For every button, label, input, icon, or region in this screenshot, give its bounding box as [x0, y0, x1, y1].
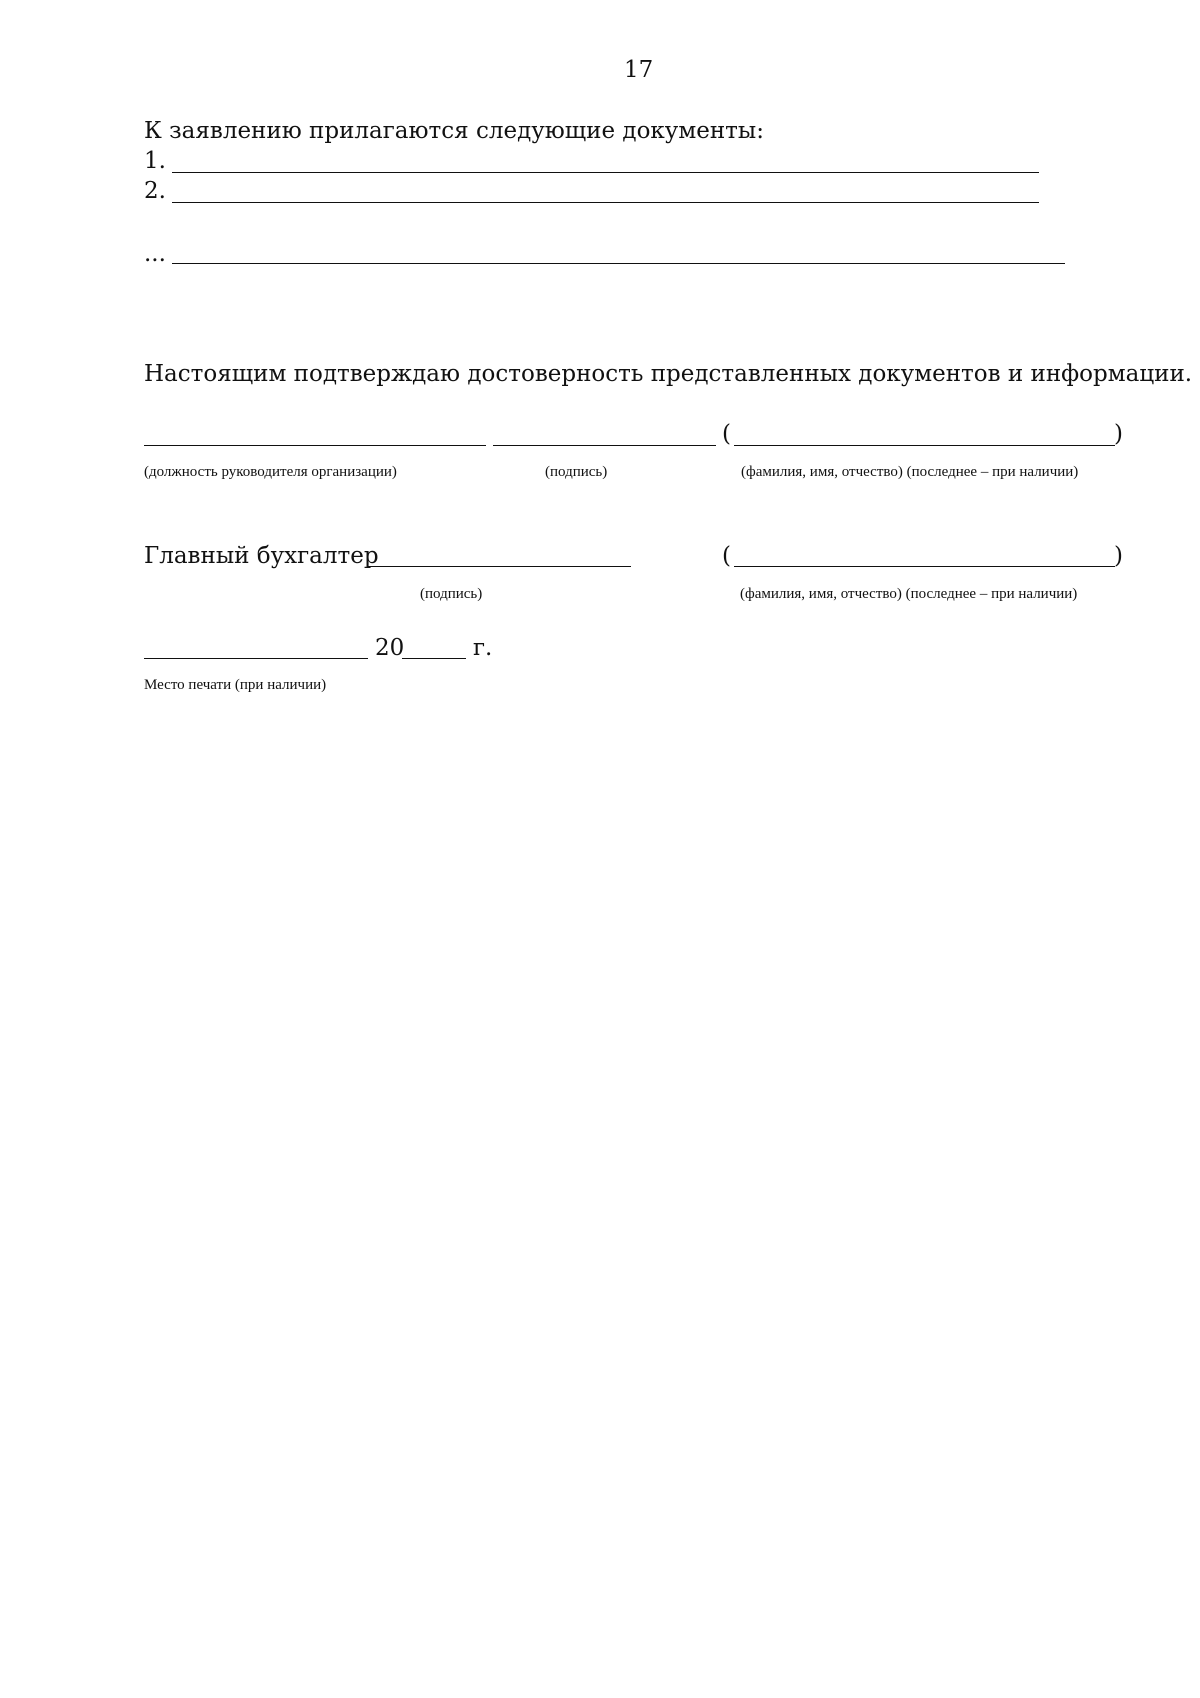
head-signature-caption: (подпись)	[545, 464, 608, 480]
accountant-signature-line[interactable]	[368, 566, 631, 567]
head-name-line[interactable]	[734, 445, 1115, 446]
accountant-name-caption: (фамилия, имя, отчество) (последнее – при наличии)	[740, 586, 1078, 602]
accountant-name-open-paren: (	[722, 543, 731, 569]
attachments-heading: К заявлению прилагаются следующие документы:	[144, 118, 764, 144]
position-caption: (должность руководителя организации)	[144, 464, 397, 480]
attachment-item-1-line[interactable]	[172, 172, 1039, 173]
head-name-close-paren: )	[1114, 421, 1123, 447]
page-number: 17	[624, 57, 654, 83]
position-line[interactable]	[144, 445, 486, 446]
accountant-name-line[interactable]	[734, 566, 1115, 567]
attachment-item-more-line[interactable]	[172, 263, 1065, 264]
date-year-suffix: г.	[473, 635, 493, 661]
accountant-label: Главный бухгалтер	[144, 543, 379, 569]
head-name-caption: (фамилия, имя, отчество) (последнее – при наличии)	[741, 464, 1079, 480]
attachment-item-more-marker: ...	[144, 241, 166, 267]
date-year-line[interactable]	[402, 658, 466, 659]
confirmation-statement: Настоящим подтверждаю достоверность представленных документов и информации.	[144, 361, 1193, 387]
date-century: 20	[375, 635, 405, 661]
head-name-open-paren: (	[722, 421, 731, 447]
attachment-item-2-marker: 2.	[144, 178, 166, 204]
accountant-name-close-paren: )	[1114, 543, 1123, 569]
date-day-month-line[interactable]	[144, 658, 368, 659]
attachment-item-2-line[interactable]	[172, 202, 1039, 203]
accountant-signature-caption: (подпись)	[420, 586, 483, 602]
attachment-item-1-marker: 1.	[144, 148, 166, 174]
head-signature-line[interactable]	[493, 445, 716, 446]
stamp-caption: Место печати (при наличии)	[144, 677, 327, 693]
